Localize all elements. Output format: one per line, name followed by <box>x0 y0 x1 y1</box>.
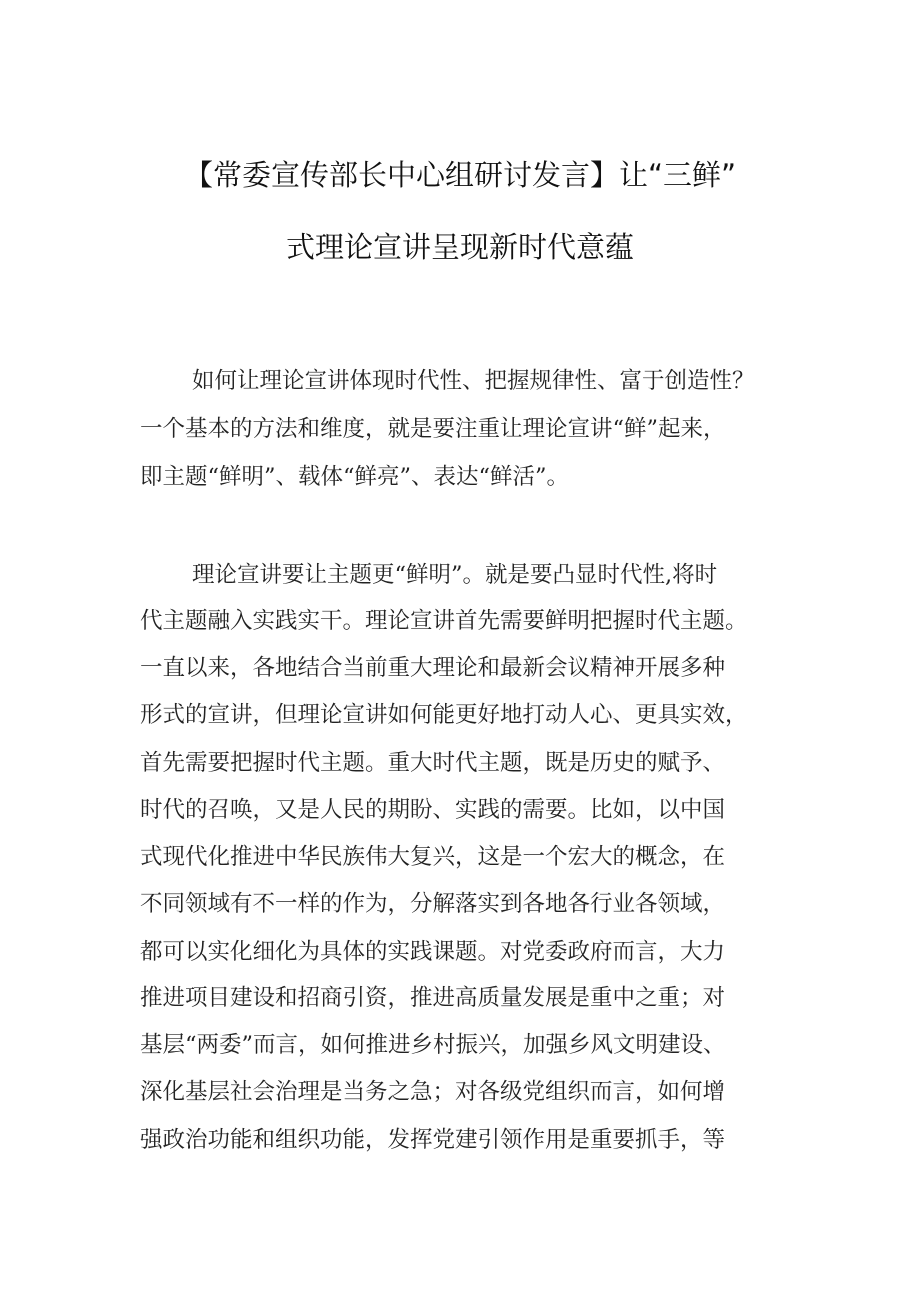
paragraph-line: 不同领域有不一样的作为，分解落实到各地各行业各领域， <box>140 891 726 917</box>
paragraph-line: 推进项目建设和招商引资，推进高质量发展是重中之重；对 <box>140 985 726 1011</box>
paragraph-line: 强政治功能和组织功能，发挥党建引领作用是重要抓手，等 <box>140 1127 726 1153</box>
paragraph-line: 深化基层社会治理是当务之急；对各级党组织而言，如何增 <box>140 1079 726 1105</box>
paragraph-line: 一个基本的方法和维度，就是要注重让理论宣讲“鲜”起来， <box>140 416 726 442</box>
paragraph-line: 即主题“鲜明”、载体“鲜亮”、表达“鲜活”。 <box>140 464 570 490</box>
title-line-1: 【常委宣传部长中心组研讨发言】让“三鲜” <box>183 158 737 192</box>
title-line-2: 式理论宣讲呈现新时代意蕴 <box>285 230 634 264</box>
paragraph-line: 理论宣讲要让主题更“鲜明”。就是要凸显时代性,将时 <box>192 562 718 588</box>
paragraph-line: 都可以实化细化为具体的实践课题。对党委政府而言，大力 <box>140 939 726 965</box>
paragraph-line: 如何让理论宣讲体现时代性、把握规律性、富于创造性？ <box>192 368 755 394</box>
paragraph-line: 形式的宣讲，但理论宣讲如何能更好地打动人心、更具实效， <box>140 702 748 728</box>
paragraph-line: 首先需要把握时代主题。重大时代主题，既是历史的赋予、 <box>140 750 726 776</box>
paragraph-line: 一直以来，各地结合当前重大理论和最新会议精神开展多种 <box>140 655 726 681</box>
paragraph-line: 代主题融入实践实干。理论宣讲首先需要鲜明把握时代主题。 <box>140 608 748 634</box>
paragraph-line: 式现代化推进中华民族伟大复兴，这是一个宏大的概念，在 <box>140 844 726 870</box>
paragraph-line: 基层“两委”而言，如何推进乡村振兴，加强乡风文明建设、 <box>140 1032 726 1058</box>
paragraph-line: 时代的召唤，又是人民的期盼、实践的需要。比如，以中国 <box>140 797 726 823</box>
